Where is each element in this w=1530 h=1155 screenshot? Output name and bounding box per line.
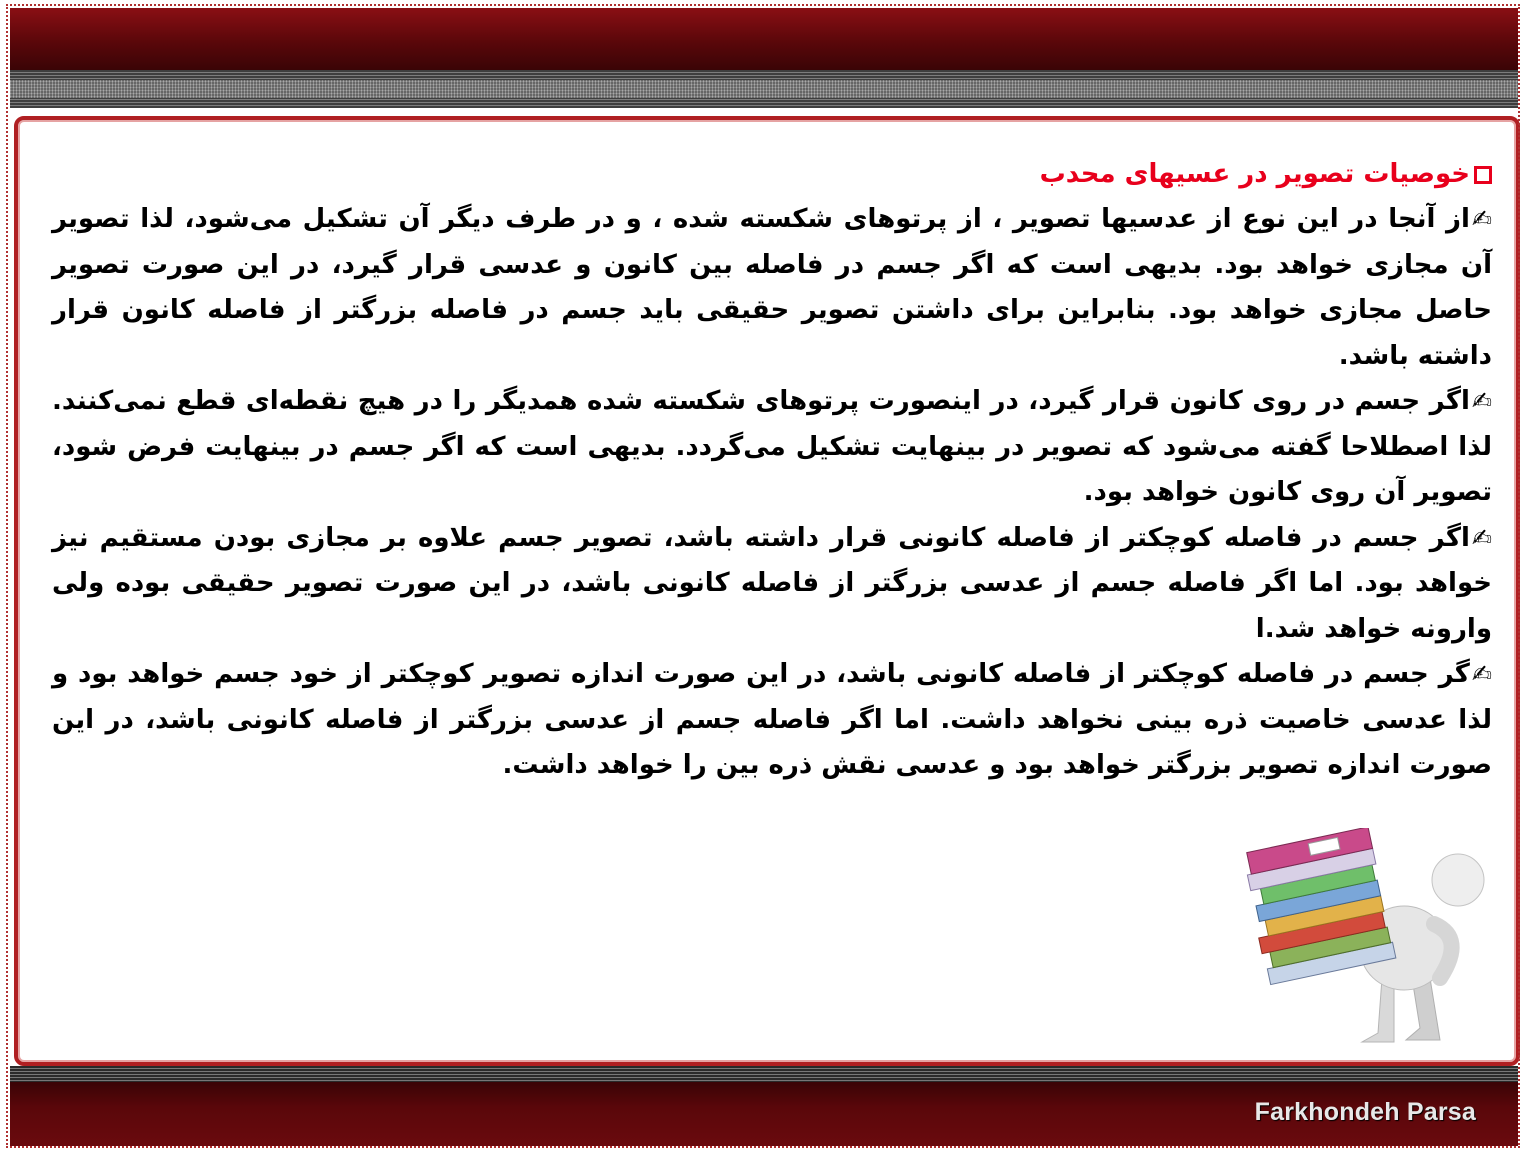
slide-heading — [52, 152, 1492, 197]
slide-body — [52, 152, 1492, 789]
footer-stripes — [10, 1066, 1518, 1082]
pencil-icon: ✍ — [1471, 523, 1492, 552]
paragraph-4: ✍گر جسم در فاصله کوچکتر از فاصله کانونی باشد، در این صورت اندازه تصویر کوچکتر از خود جسم خواهد بود و لذا عدسی خاصیت ذره بینی نخواهد داشت. اما اگر فاصله جسم از عدسی بزرگتر از فاصله کانونی باشد، در این صورت اندازه تصویر بزرگتر خواهد بود و عدسی نقش ذره بین را خواهد داشت. — [52, 652, 1492, 789]
author-label: Farkhondeh Parsa — [1254, 1098, 1476, 1126]
paragraph-2: ✍اگر جسم در روی کانون قرار گیرد، در اینصورت پرتوهای شکسته شده همدیگر را در هیچ نقطه‌ای قطع نمی‌کنند. لذا اصطلاحا گفته می‌شود که تصویر در بینهایت تشکیل می‌گردد. بدیهی است که اگر جسم در بینهایت فرض شود، تصویر آن روی کانون خواهد بود. — [52, 379, 1492, 516]
header-stripes — [10, 70, 1518, 108]
paragraph-3: ✍اگر جسم در فاصله کوچکتر از فاصله کانونی قرار داشته باشد، تصویر جسم علاوه بر مجازی بودن مستقیم نیز خواهد بود. اما اگر فاصله جسم از عدسی بزرگتر از فاصله کانونی باشد، در این صورت تصویر حقیقی بوده ولی وارونه خواهد شد.ا — [52, 516, 1492, 653]
pencil-icon: ✍ — [1471, 660, 1492, 688]
paragraph-1: ✍از آنجا در این نوع از عدسیها تصویر ، از پرتوهای شکسته شده ، و در طرف دیگر آن تشکیل می‌شود، لذا تصویر آن مجازی خواهد بود. بدیهی است که اگر جسم در فاصله بین کانون و عدسی قرار گیرد، در این صورت تصویر حاصل مجازی خواهد بود. بنابراین برای داشتن تصویر حقیقی باید جسم در فاصله بزرگتر از فاصله کانون قرار داشته باشد. — [52, 197, 1492, 379]
pencil-icon: ✍ — [1471, 387, 1492, 415]
checkbox-bullet-icon — [1474, 166, 1492, 184]
header-band — [10, 8, 1518, 70]
person-carrying-books-icon — [1244, 828, 1490, 1050]
heading-text: خوصیات تصویر در عسیهای محدب — [1039, 159, 1470, 189]
pencil-icon: ✍ — [1471, 205, 1492, 233]
